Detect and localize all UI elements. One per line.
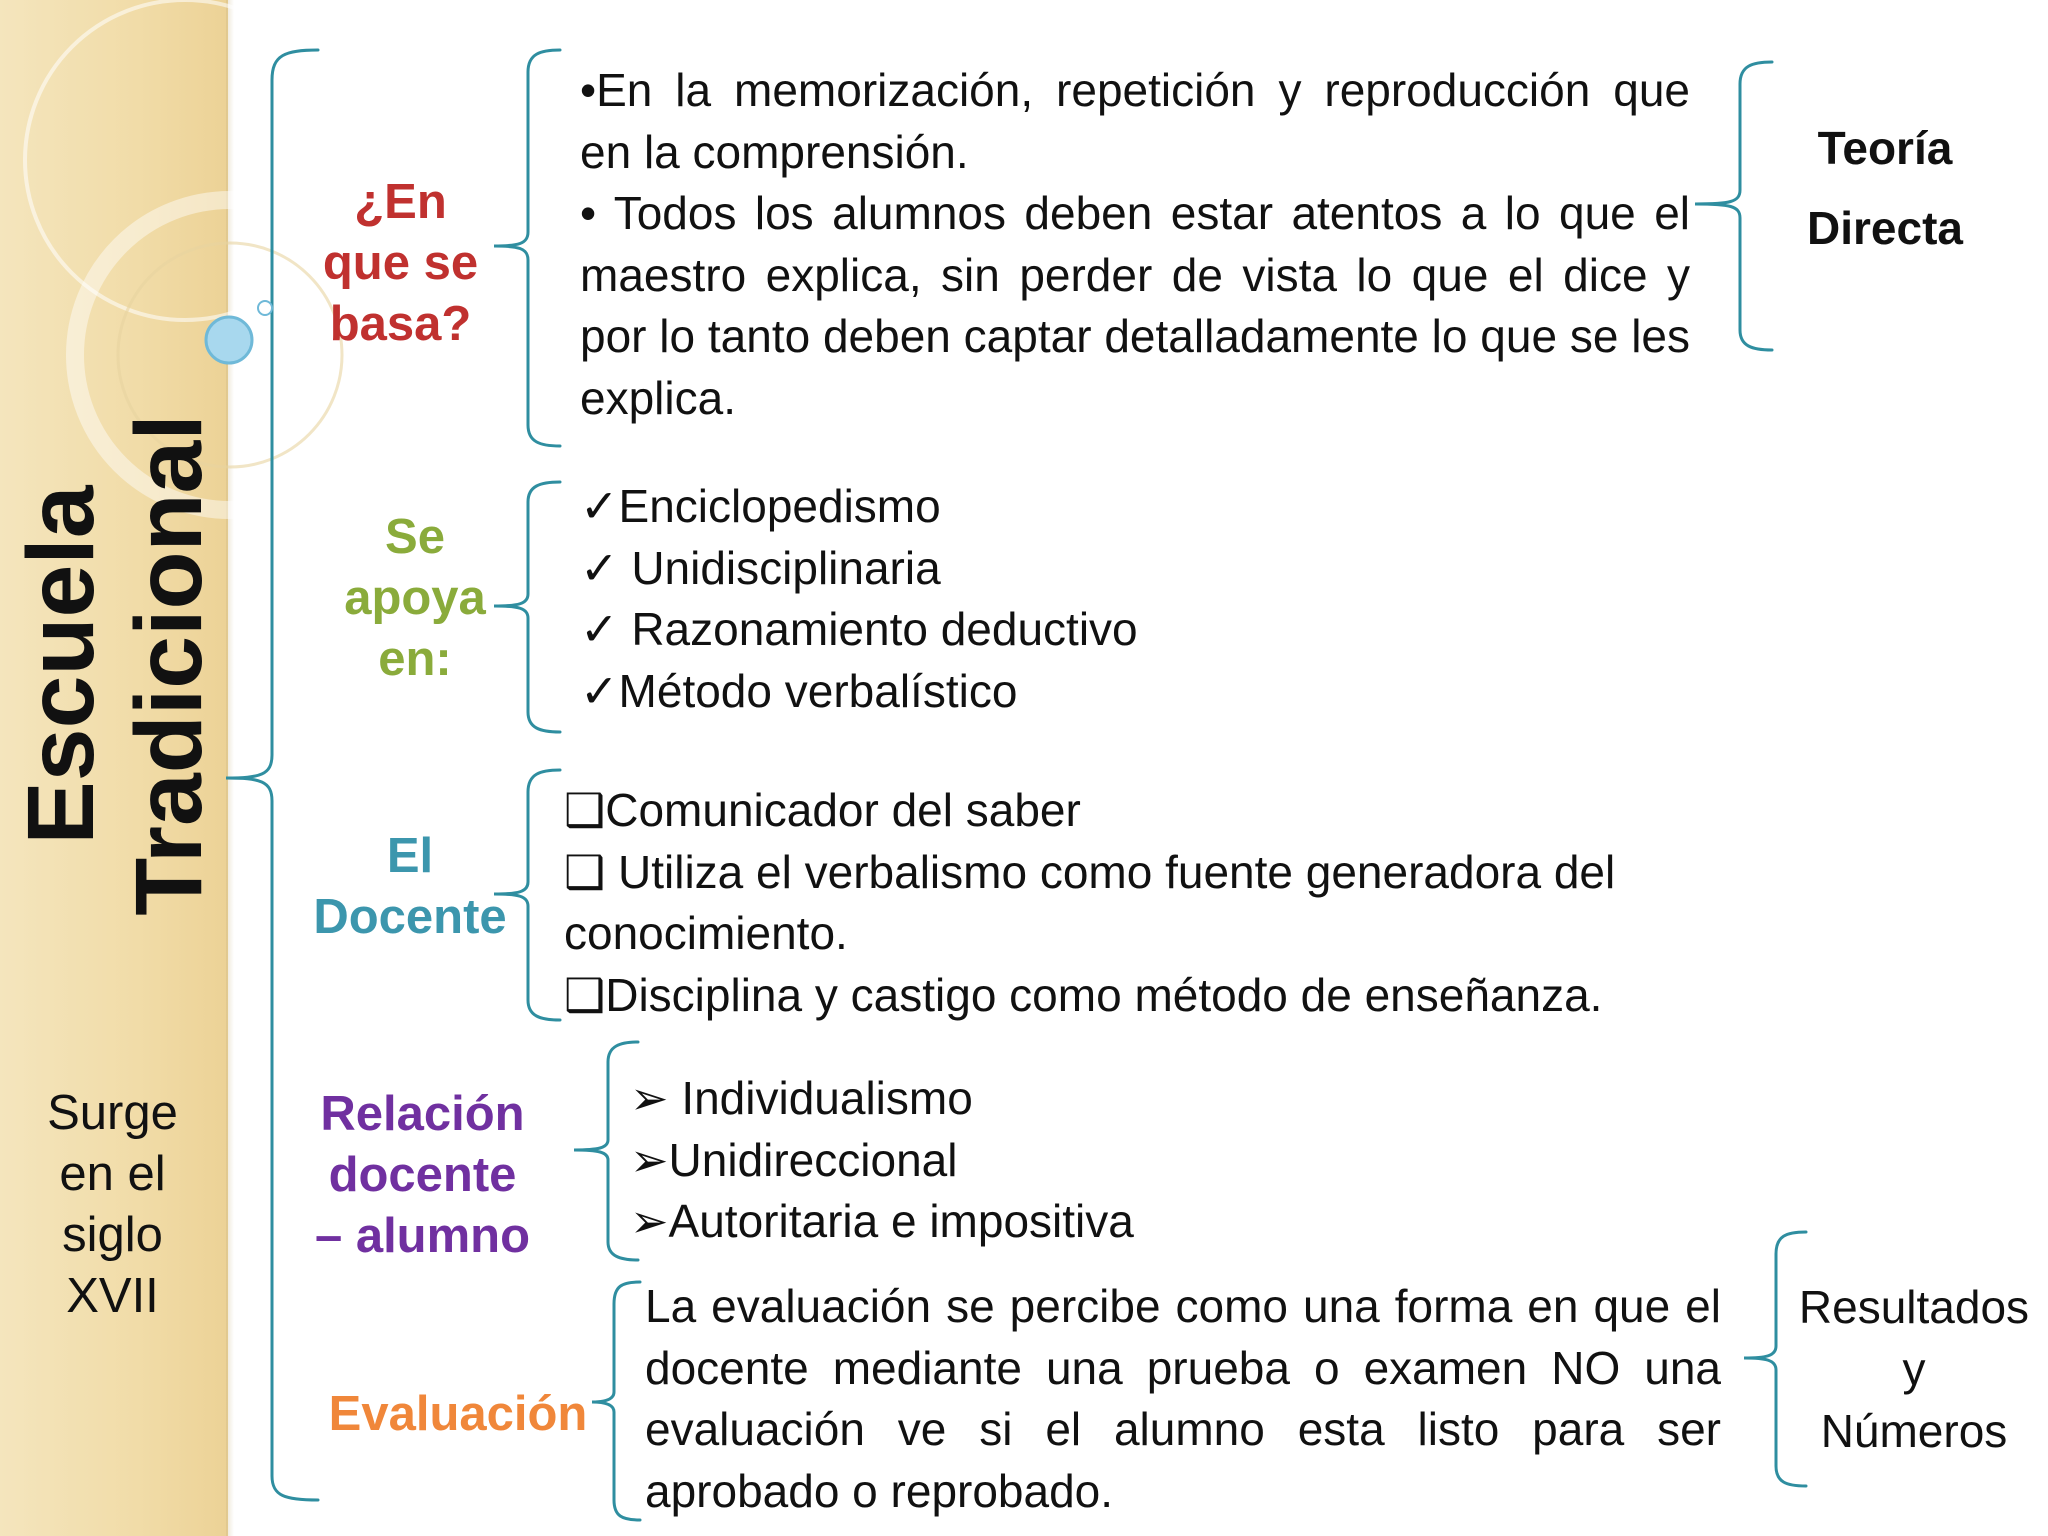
resultados-note-line: Resultados xyxy=(1798,1281,2030,1333)
basa-content xyxy=(580,60,1690,429)
resultados-note xyxy=(1783,1276,2045,1462)
docente-item: ❑Disciplina y castigo como método de enseñanza. xyxy=(564,968,1603,1021)
category-docente-line: El xyxy=(386,829,434,883)
category-evaluacion-label: Evaluación xyxy=(328,1387,588,1441)
docente-item: ❑ Utiliza el verbalismo como fuente generadora del conocimiento. xyxy=(564,845,1616,959)
relacion-item: ➢ Individualismo xyxy=(630,1072,973,1124)
evaluacion-paragraph: La evaluación se percibe como una forma en que el docente mediante una prueba o examen NO una evaluación ve si el alumno esta listo para ser aprobado o reprobado. xyxy=(645,1280,1721,1517)
category-apoya xyxy=(315,507,515,690)
docente-item: ❑Comunicador del saber xyxy=(564,784,1081,836)
main-title-line1: Escuela xyxy=(8,485,114,845)
docente-list xyxy=(564,780,1744,1026)
relacion-list xyxy=(630,1068,1630,1253)
category-apoya-line: apoya xyxy=(344,571,486,625)
category-relacion-line: Relación xyxy=(320,1087,525,1141)
apoya-item: ✓ Unidisciplinaria xyxy=(580,541,941,594)
teoria-brace xyxy=(1695,62,1772,350)
category-docente-line: Docente xyxy=(313,890,507,944)
relacion-item: ➢Unidireccional xyxy=(630,1133,958,1186)
apoya-item: ✓Método verbalístico xyxy=(580,664,1018,717)
evaluacion-brace xyxy=(592,1282,640,1520)
basa-paragraph: • Todos los alumnos deben estar atentos a lo que el maestro explica, sin perder de vista lo que el dice y por lo tanto deben captar detalladamente lo que se les explica. xyxy=(580,187,1690,424)
category-apoya-line: en: xyxy=(378,632,452,686)
evaluacion-content xyxy=(645,1276,1721,1522)
category-evaluacion xyxy=(318,1384,598,1445)
teoria-note-line: Teoría xyxy=(1817,122,1953,174)
origin-line: siglo xyxy=(62,1208,163,1262)
resultados-note-line: Números xyxy=(1820,1405,2008,1457)
category-relacion xyxy=(300,1084,545,1267)
category-basa xyxy=(298,172,503,355)
category-apoya-line: Se xyxy=(385,510,445,564)
category-basa-line: ¿En xyxy=(354,175,447,229)
apoya-item: ✓Enciclopedismo xyxy=(580,480,941,532)
apoya-item: ✓ Razonamiento deductivo xyxy=(580,603,1138,655)
resultados-note-line: y xyxy=(1902,1343,1926,1395)
main-title-line2: Tradicional xyxy=(116,414,222,916)
category-basa-line: basa? xyxy=(329,297,472,351)
origin-line: en el xyxy=(59,1147,166,1201)
basa-brace xyxy=(494,50,560,446)
basa-paragraph: •En la memorización, repetición y reproducción que en la comprensión. xyxy=(580,64,1690,178)
teoria-note xyxy=(1780,108,1990,268)
category-relacion-line: – alumno xyxy=(314,1209,531,1263)
relacion-brace xyxy=(574,1042,638,1260)
category-relacion-line: docente xyxy=(328,1148,517,1202)
category-basa-line: que se xyxy=(322,236,479,290)
relacion-item: ➢Autoritaria e impositiva xyxy=(630,1195,1134,1247)
main-title xyxy=(0,165,275,1165)
origin-line: XVII xyxy=(66,1269,159,1323)
apoya-list xyxy=(580,476,1680,722)
category-docente xyxy=(300,826,520,948)
origin-note xyxy=(20,1083,205,1327)
origin-line: Surge xyxy=(47,1086,178,1140)
teoria-note-line: Directa xyxy=(1807,202,1963,254)
